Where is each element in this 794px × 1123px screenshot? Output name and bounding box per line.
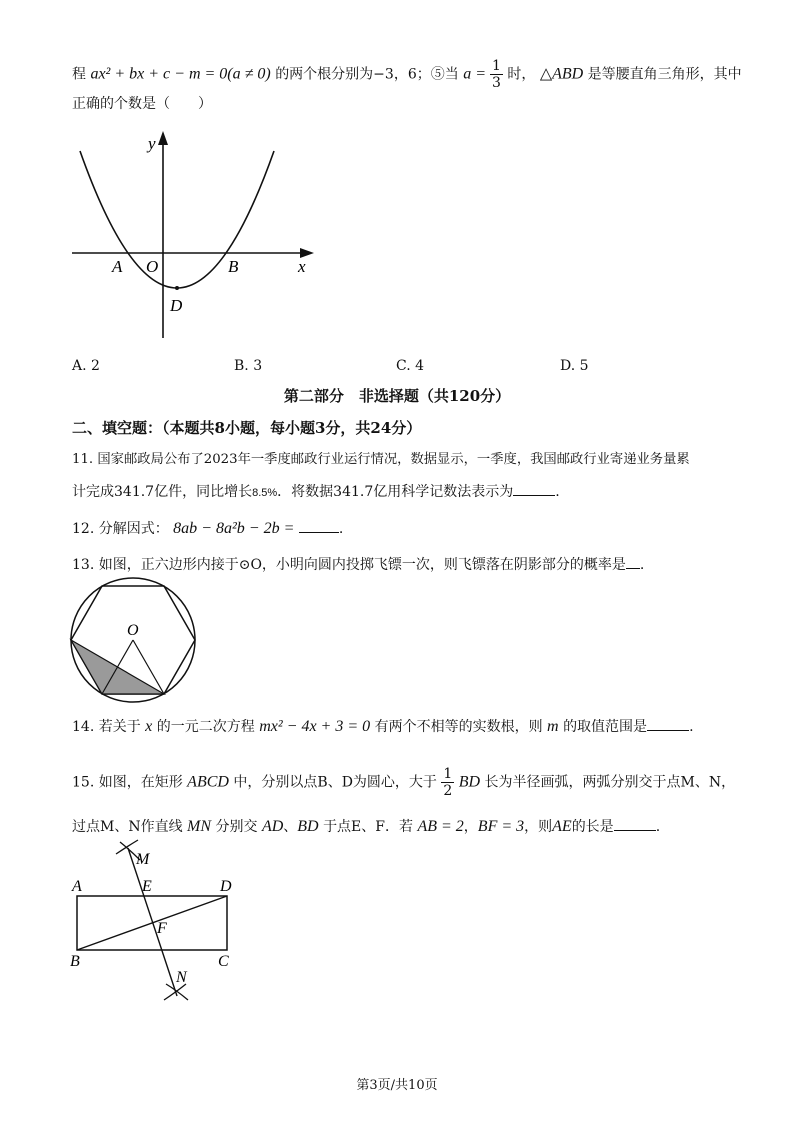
q13-hexagon-figure — [66, 576, 202, 706]
q15-line1: 15. 如图，在矩形 ABCD 中，分别以点B、D为圆心，大于 $\frac{1}{2}$ BD 长为半径画弧，两弧分别交于点M、N， — [72, 766, 736, 799]
q14-equation: mx² − 4x + 3 = 0 — [259, 718, 371, 735]
q13-answer-blank[interactable] — [626, 554, 640, 569]
q10-equation: ax² + bx + c − m = 0(a ≠ 0) — [90, 65, 271, 83]
q15-line2: 过点M、N作直线 MN 分别交 AD、BD 于点E、F．若 AB = 2，BF = 3，则AE的长是 . — [72, 818, 661, 835]
label-B: B — [228, 257, 239, 276]
label-F: F — [157, 920, 167, 937]
label-B: B — [70, 953, 80, 970]
y-axis-arrow — [158, 131, 168, 145]
q11-answer-blank[interactable] — [513, 481, 555, 496]
label-A: A — [112, 257, 123, 276]
q10-parabola-graph — [60, 125, 330, 350]
label-x: x — [298, 257, 306, 276]
q14-answer-blank[interactable] — [647, 716, 689, 731]
q12-line: 12. 分解因式： 8ab − 8a²b − 2b = . — [72, 520, 344, 537]
q14-line: 14. 若关于 x 的一元二次方程 mx² − 4x + 3 = 0 有两个不相等的实数根，则 m 的取值范围是 . — [72, 718, 694, 735]
q15-answer-blank[interactable] — [614, 816, 656, 831]
section2-heading: 二、填空题：（本题共8小题，每小题3分，共24分） — [72, 419, 422, 437]
option-a: A. 2 — [72, 358, 100, 374]
q11-line2: 计完成341.7亿件，同比增长8.5%．将数据341.7亿用科学记数法表示为 . — [72, 481, 560, 503]
arc-N-2 — [164, 984, 186, 1000]
arc-N-1 — [166, 984, 188, 1000]
parabola-curve — [80, 151, 274, 288]
q13-line: 13. 如图，正六边形内接于⊙O，小明向圆内投掷飞镖一次，则飞镖落在阴影部分的概率是 . — [72, 554, 644, 575]
label-N: N — [176, 969, 187, 986]
option-b: B. 3 — [234, 358, 263, 374]
vertex-D-point — [175, 286, 179, 290]
label-y: y — [148, 134, 156, 153]
label-center-O: O — [127, 622, 139, 639]
option-d: D. 5 — [560, 358, 589, 374]
q10-line2: 正确的个数是（ ） — [72, 96, 212, 112]
page-footer: 第3页/共10页 — [356, 1078, 438, 1093]
label-C: C — [218, 953, 229, 970]
label-E: E — [142, 878, 152, 895]
label-M: M — [136, 851, 150, 868]
q10-line1: 程 ax² + bx + c − m = 0(a ≠ 0) 的两个根分别为−3，6；⑤当 a = $\frac{1}{3}$ 时， △ABD 是等腰直角三角形，其中 — [72, 58, 742, 91]
q10-fraction: $\frac{1}{3}$ — [491, 58, 501, 91]
part2-heading: 第二部分 非选择题（共120分） — [283, 387, 511, 405]
label-O: O — [146, 257, 159, 276]
q15-fraction: $\frac{1}{2}$ — [443, 766, 453, 799]
q11-line1: 11. 国家邮政局公布了2023年一季度邮政行业运行情况，数据显示，一季度，我国邮政行业寄递业务量累 — [72, 452, 690, 467]
label-D: D — [170, 296, 183, 315]
option-c: C. 4 — [396, 358, 425, 374]
label-A: A — [72, 878, 82, 895]
q12-expression: 8ab − 8a²b − 2b = — [173, 520, 295, 537]
label-D: D — [220, 878, 232, 895]
line-MN — [128, 848, 177, 996]
q12-answer-blank[interactable] — [299, 518, 339, 533]
diagonal-BD — [77, 896, 227, 950]
q15-rectangle-figure — [60, 838, 260, 1008]
